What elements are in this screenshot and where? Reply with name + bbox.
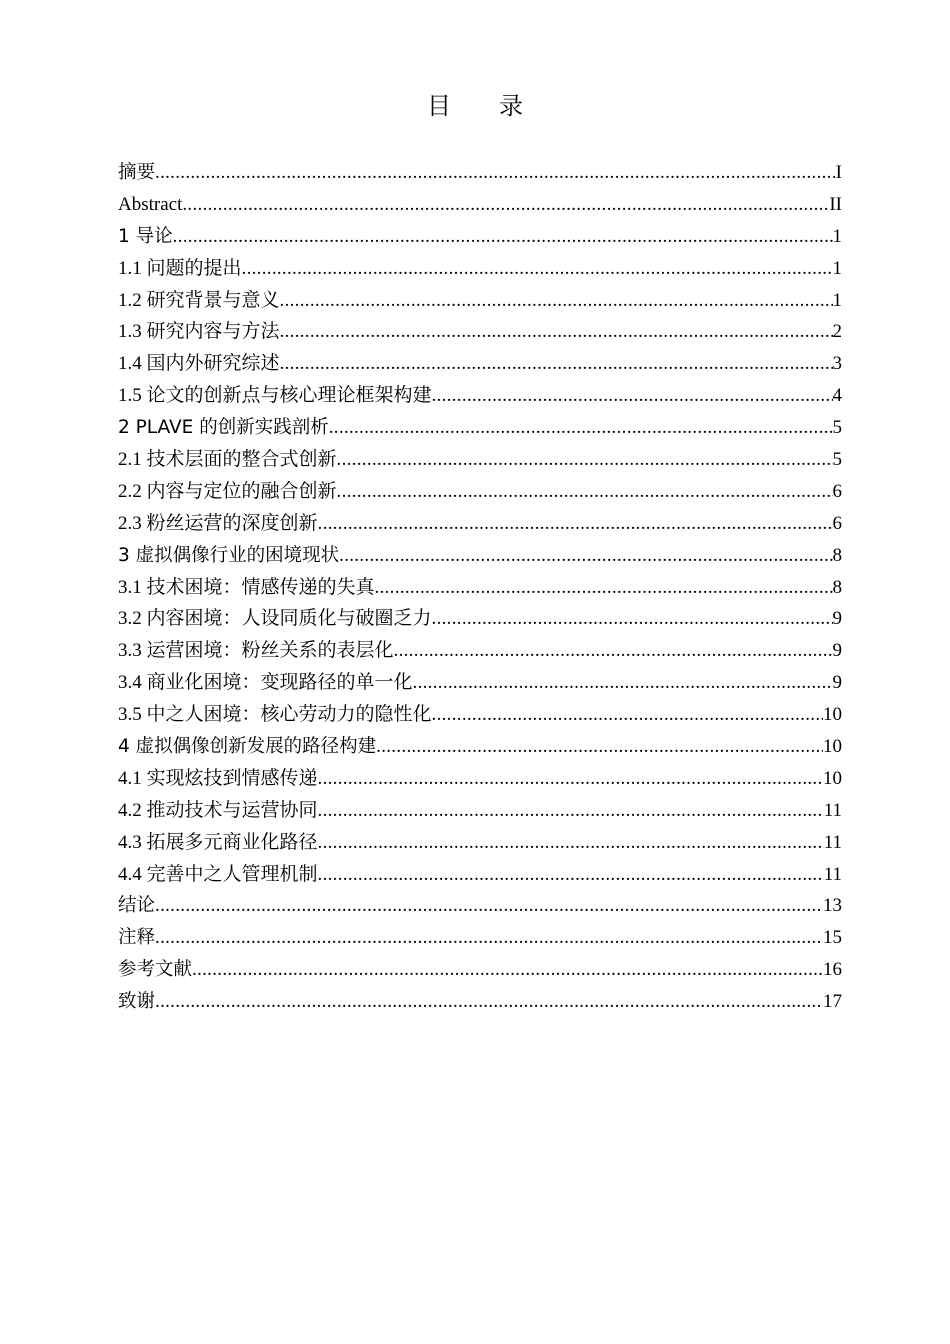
toc-entry-page-number: 5: [832, 417, 842, 439]
table-of-contents: [118, 157, 842, 1018]
toc-entry-page-number: 2: [832, 321, 842, 343]
toc-entry[interactable]: [118, 699, 842, 731]
toc-entry-page-number: 4: [832, 385, 842, 407]
dot-leader: [432, 699, 823, 731]
toc-entry[interactable]: [118, 859, 842, 891]
toc-entry[interactable]: [118, 540, 842, 572]
toc-entry-label: 4.3 拓展多元商业化路径: [118, 831, 318, 853]
toc-entry-page-number: 16: [823, 959, 842, 981]
dot-leader: [432, 603, 833, 635]
dot-leader: [280, 348, 833, 380]
toc-entry-label: Abstract: [118, 193, 183, 215]
toc-entry-label: 4.2 推动技术与运营协同: [118, 799, 318, 821]
toc-entry[interactable]: [118, 635, 842, 667]
toc-entry-label: 结论: [118, 895, 156, 917]
dot-leader: [280, 316, 833, 348]
dot-leader: [318, 859, 824, 891]
toc-entry[interactable]: [118, 412, 842, 444]
toc-entry-page-number: 9: [832, 608, 842, 630]
toc-entry[interactable]: [118, 922, 842, 954]
toc-entry-label: 2.2 内容与定位的融合创新: [118, 480, 337, 502]
dot-leader: [376, 731, 823, 763]
toc-entry[interactable]: [118, 221, 842, 253]
toc-entry[interactable]: [118, 253, 842, 285]
toc-entry[interactable]: [118, 795, 842, 827]
toc-entry-page-number: 6: [832, 512, 842, 534]
toc-entry[interactable]: [118, 285, 842, 317]
toc-entry-label: 1.5 论文的创新点与核心理论框架构建: [118, 385, 432, 407]
toc-entry-label: 2 PLAVE 的创新实践剖析: [118, 417, 329, 439]
dot-leader: [413, 667, 833, 699]
toc-entry-page-number: 1: [832, 289, 842, 311]
toc-entry-page-number: 13: [823, 895, 842, 917]
toc-entry-label: 4.1 实现炫技到情感传递: [118, 767, 318, 789]
toc-entry-label: 1.2 研究背景与意义: [118, 289, 280, 311]
toc-entry-page-number: 8: [832, 544, 842, 566]
dot-leader: [318, 827, 824, 859]
title-char: 目: [427, 94, 451, 120]
toc-entry[interactable]: [118, 508, 842, 540]
toc-entry-label: 1.1 问题的提出: [118, 257, 242, 279]
toc-entry-page-number: 10: [823, 704, 842, 726]
toc-entry-page-number: II: [829, 193, 842, 215]
toc-entry-label: 1.4 国内外研究综述: [118, 353, 280, 375]
toc-entry[interactable]: [118, 603, 842, 635]
dot-leader: [375, 572, 833, 604]
toc-entry-page-number: 8: [832, 576, 842, 598]
dot-leader: [318, 795, 824, 827]
toc-entry-label: 3.2 内容困境：人设同质化与破圈乏力: [118, 608, 432, 630]
toc-entry[interactable]: [118, 348, 842, 380]
toc-entry-label: 3.5 中之人困境：核心劳动力的隐性化: [118, 704, 432, 726]
toc-entry-label: 致谢: [118, 991, 156, 1013]
toc-entry[interactable]: [118, 827, 842, 859]
toc-entry-page-number: 1: [832, 257, 842, 279]
toc-entry-label: 1 导论: [118, 225, 173, 247]
toc-entry-page-number: 6: [832, 480, 842, 502]
dot-leader: [242, 253, 833, 285]
toc-entry[interactable]: [118, 444, 842, 476]
toc-entry-label: 3.4 商业化困境：变现路径的单一化: [118, 672, 413, 694]
dot-leader: [182, 189, 829, 221]
toc-entry-label: 3 虚拟偶像行业的困境现状: [118, 544, 340, 566]
toc-entry-page-number: 9: [832, 640, 842, 662]
dot-leader: [337, 476, 833, 508]
toc-entry-page-number: 17: [823, 991, 842, 1013]
toc-entry-page-number: 10: [823, 736, 842, 758]
toc-entry-page-number: 3: [832, 353, 842, 375]
toc-entry[interactable]: [118, 476, 842, 508]
dot-leader: [192, 954, 823, 986]
toc-entry-label: 摘要: [118, 162, 156, 183]
dot-leader: [318, 763, 823, 795]
toc-entry[interactable]: [118, 890, 842, 922]
toc-entry[interactable]: [118, 572, 842, 604]
toc-entry-label: 3.3 运营困境：粉丝关系的表层化: [118, 640, 394, 662]
dot-leader: [432, 380, 833, 412]
toc-entry-page-number: 9: [832, 672, 842, 694]
dot-leader: [280, 285, 833, 317]
toc-entry[interactable]: [118, 954, 842, 986]
toc-entry[interactable]: [118, 157, 842, 189]
dot-leader: [318, 508, 833, 540]
toc-entry[interactable]: [118, 380, 842, 412]
toc-entry-page-number: 11: [823, 831, 842, 853]
dot-leader: [329, 412, 833, 444]
toc-entry[interactable]: [118, 986, 842, 1018]
toc-entry[interactable]: [118, 316, 842, 348]
dot-leader: [173, 221, 833, 253]
dot-leader: [337, 444, 833, 476]
toc-entry-page-number: 1: [832, 225, 842, 247]
toc-entry-label: 3.1 技术困境：情感传递的失真: [118, 576, 375, 598]
dot-leader: [394, 635, 833, 667]
toc-entry-label: 4.4 完善中之人管理机制: [118, 863, 318, 885]
toc-entry-page-number: 11: [823, 799, 842, 821]
toc-entry-label: 2.1 技术层面的整合式创新: [118, 449, 337, 471]
toc-entry-label: 4 虚拟偶像创新发展的路径构建: [118, 736, 377, 758]
toc-entry-page-number: 11: [823, 863, 842, 885]
title-char: 录: [499, 94, 523, 120]
toc-entry-label: 1.3 研究内容与方法: [118, 321, 280, 343]
toc-entry-page-number: 15: [823, 927, 842, 949]
toc-entry-page-number: 5: [832, 449, 842, 471]
dot-leader: [155, 157, 836, 189]
toc-entry[interactable]: [118, 763, 842, 795]
toc-entry-page-number: I: [835, 162, 842, 183]
toc-entry[interactable]: [118, 189, 842, 221]
dot-leader: [155, 890, 823, 922]
toc-entry[interactable]: [118, 731, 842, 763]
dot-leader: [155, 922, 823, 954]
toc-entry[interactable]: [118, 667, 842, 699]
page-title: [0, 90, 950, 124]
toc-entry-label: 注释: [118, 927, 156, 949]
toc-entry-page-number: 10: [823, 767, 842, 789]
toc-entry-label: 参考文献: [118, 959, 193, 981]
toc-entry-label: 2.3 粉丝运营的深度创新: [118, 512, 318, 534]
dot-leader: [155, 986, 823, 1018]
dot-leader: [339, 540, 832, 572]
